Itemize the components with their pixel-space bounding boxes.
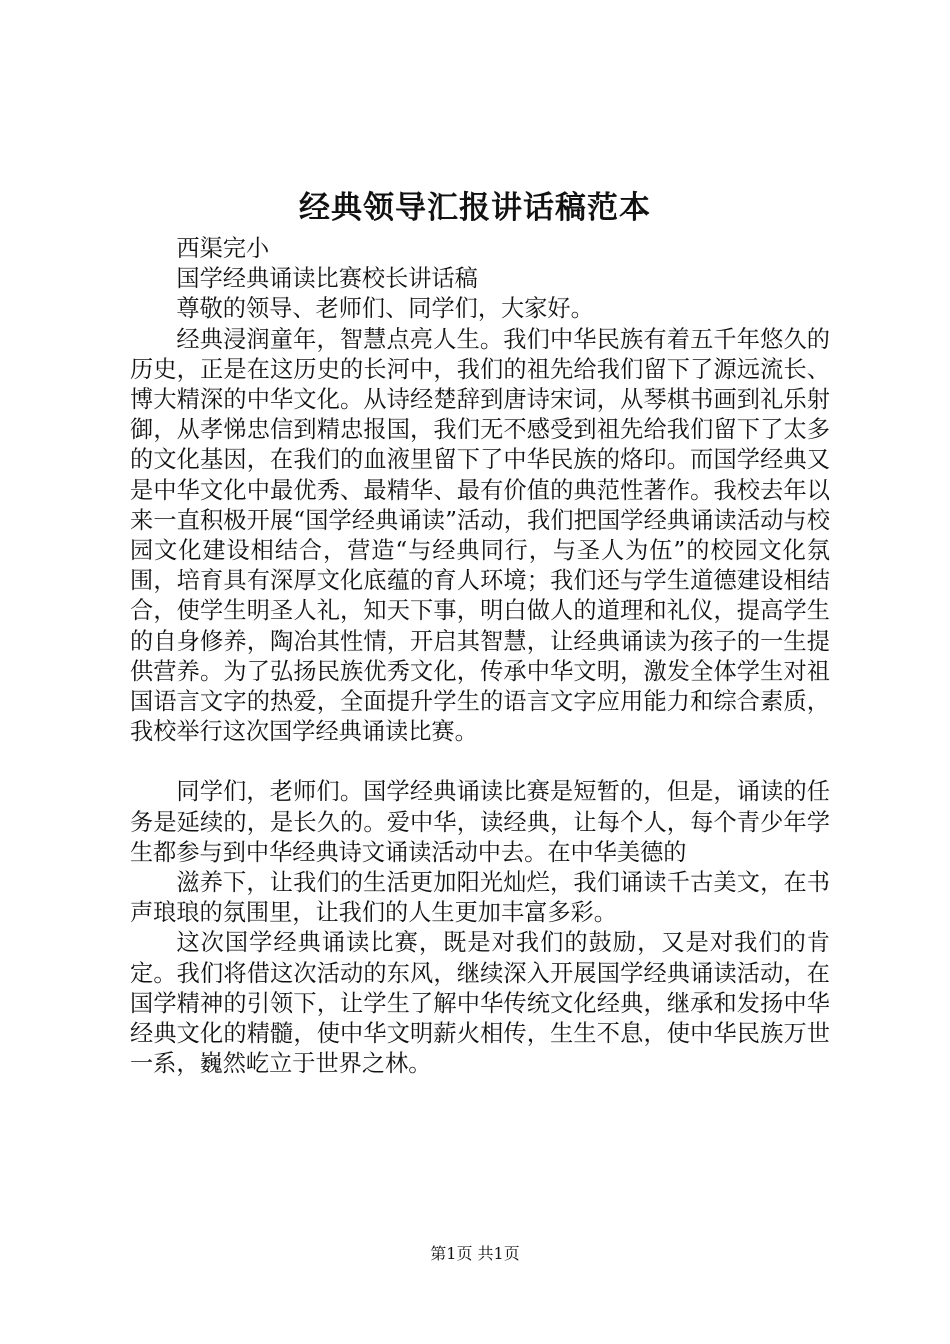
body-paragraph: 经典浸润童年，智慧点亮人生。我们中华民族有着五千年悠久的历史，正是在这历史的长河中，我们的祖先给我们留下了源远流长、博大精深的中华文化。从诗经楚辞到唐诗宋词，从琴棋书画到礼乐射御，从孝悌忠信到精忠报国，我们无不感受到祖先给我们留下了太多的文化基因，在我们的血液里留下了中华民族的烙印。而国学经典又是中华文化中最优秀、最精华、最有价值的典范性著作。我校去年以来一直积极开展“国学经典诵读”活动，我们把国学经典诵读活动与校园文化建设相结合，营造“与经典同行，与圣人为伍”的校园文化氛围，培育具有深厚文化底蕴的育人环境；我们还与学生道德建设相结合，使学生明圣人礼，知天下事，明白做人的道理和礼仪，提高学生的自身修养，陶冶其性情，开启其智慧，让经典诵读为孩子的一生提供营养。为了弘扬民族优秀文化，传承中华文明，激发全体学生对祖国语言文字的热爱，全面提升学生的语言文字应用能力和综合素质，我校举行这次国学经典诵读比赛。 (130, 325, 830, 746)
document-title: 经典领导汇报讲话稿范本 (299, 190, 651, 226)
document-body (130, 234, 830, 1079)
page-total: 共1页 (477, 1244, 520, 1263)
speech-subtitle: 国学经典诵读比赛校长讲话稿 (176, 265, 478, 293)
greeting: 尊敬的领导、老师们、同学们，大家好。 (176, 295, 594, 323)
school-name: 西渠完小 (176, 235, 270, 262)
body-paragraph: 滋养下，让我们的生活更加阳光灿烂，我们诵读千古美文，在书声琅琅的氛围里，让我们的人生更加丰富多彩。 (130, 869, 830, 927)
body-paragraph: 同学们，老师们。国学经典诵读比赛是短暂的，但是，诵读的任务是延续的，是长久的。爱中华，读经典，让每个人，每个青少年学生都参与到中华经典诗文诵读活动中去。在中华美德的 (130, 778, 830, 866)
body-paragraph: 这次国学经典诵读比赛，既是对我们的鼓励，又是对我们的肯定。我们将借这次活动的东风，继续深入开展国学经典诵读活动，在国学精神的引领下，让学生了解中华传统文化经典，继承和发扬中华经典文化的精髓，使中华文明薪火相传，生生不息，使中华民族万世一系，巍然屹立于世界之林。 (130, 929, 830, 1078)
page-number: 第1页 (430, 1244, 473, 1263)
page-footer (0, 1242, 950, 1266)
